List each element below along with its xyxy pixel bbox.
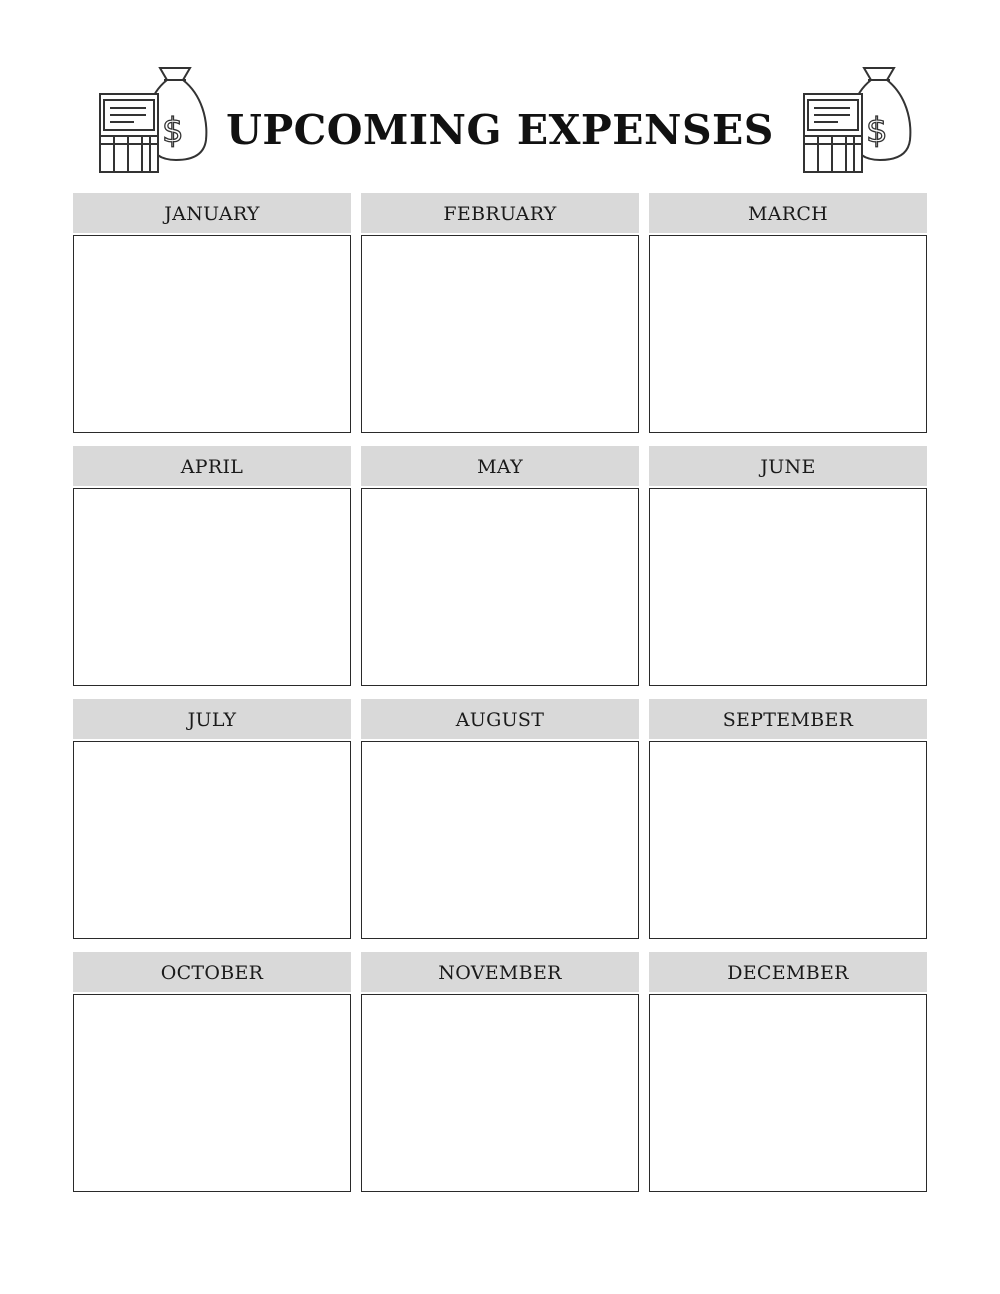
month-notes-area[interactable] <box>73 488 351 686</box>
month-notes-area[interactable] <box>361 994 639 1192</box>
month-card-february <box>361 193 639 433</box>
month-notes-area[interactable] <box>73 235 351 433</box>
svg-text:$: $ <box>162 111 184 151</box>
month-card-september <box>649 699 927 939</box>
month-header: NOVEMBER <box>361 952 639 992</box>
month-header: FEBRUARY <box>361 193 639 233</box>
page-title: UPCOMING EXPENSES <box>226 106 774 154</box>
month-card-april <box>73 446 351 686</box>
month-card-august <box>361 699 639 939</box>
page-header <box>0 60 1000 180</box>
month-header: APRIL <box>73 446 351 486</box>
month-header: JULY <box>73 699 351 739</box>
month-notes-area[interactable] <box>649 741 927 939</box>
month-header: JANUARY <box>73 193 351 233</box>
month-card-december <box>649 952 927 1192</box>
month-notes-area[interactable] <box>361 488 639 686</box>
month-notes-area[interactable] <box>73 741 351 939</box>
month-card-october <box>73 952 351 1192</box>
month-card-november <box>361 952 639 1192</box>
month-card-january <box>73 193 351 433</box>
month-header: SEPTEMBER <box>649 699 927 739</box>
svg-text:$: $ <box>866 111 888 151</box>
month-header: JUNE <box>649 446 927 486</box>
month-header: AUGUST <box>361 699 639 739</box>
month-header: OCTOBER <box>73 952 351 992</box>
month-card-may <box>361 446 639 686</box>
month-header: MAY <box>361 446 639 486</box>
month-notes-area[interactable] <box>361 235 639 433</box>
month-notes-area[interactable] <box>649 488 927 686</box>
month-notes-area[interactable] <box>649 235 927 433</box>
month-header: MARCH <box>649 193 927 233</box>
month-card-june <box>649 446 927 686</box>
month-notes-area[interactable] <box>361 741 639 939</box>
month-notes-area[interactable] <box>649 994 927 1192</box>
month-card-july <box>73 699 351 939</box>
month-header: DECEMBER <box>649 952 927 992</box>
receipt-money-bag-icon <box>802 60 914 176</box>
month-notes-area[interactable] <box>73 994 351 1192</box>
month-card-march <box>649 193 927 433</box>
